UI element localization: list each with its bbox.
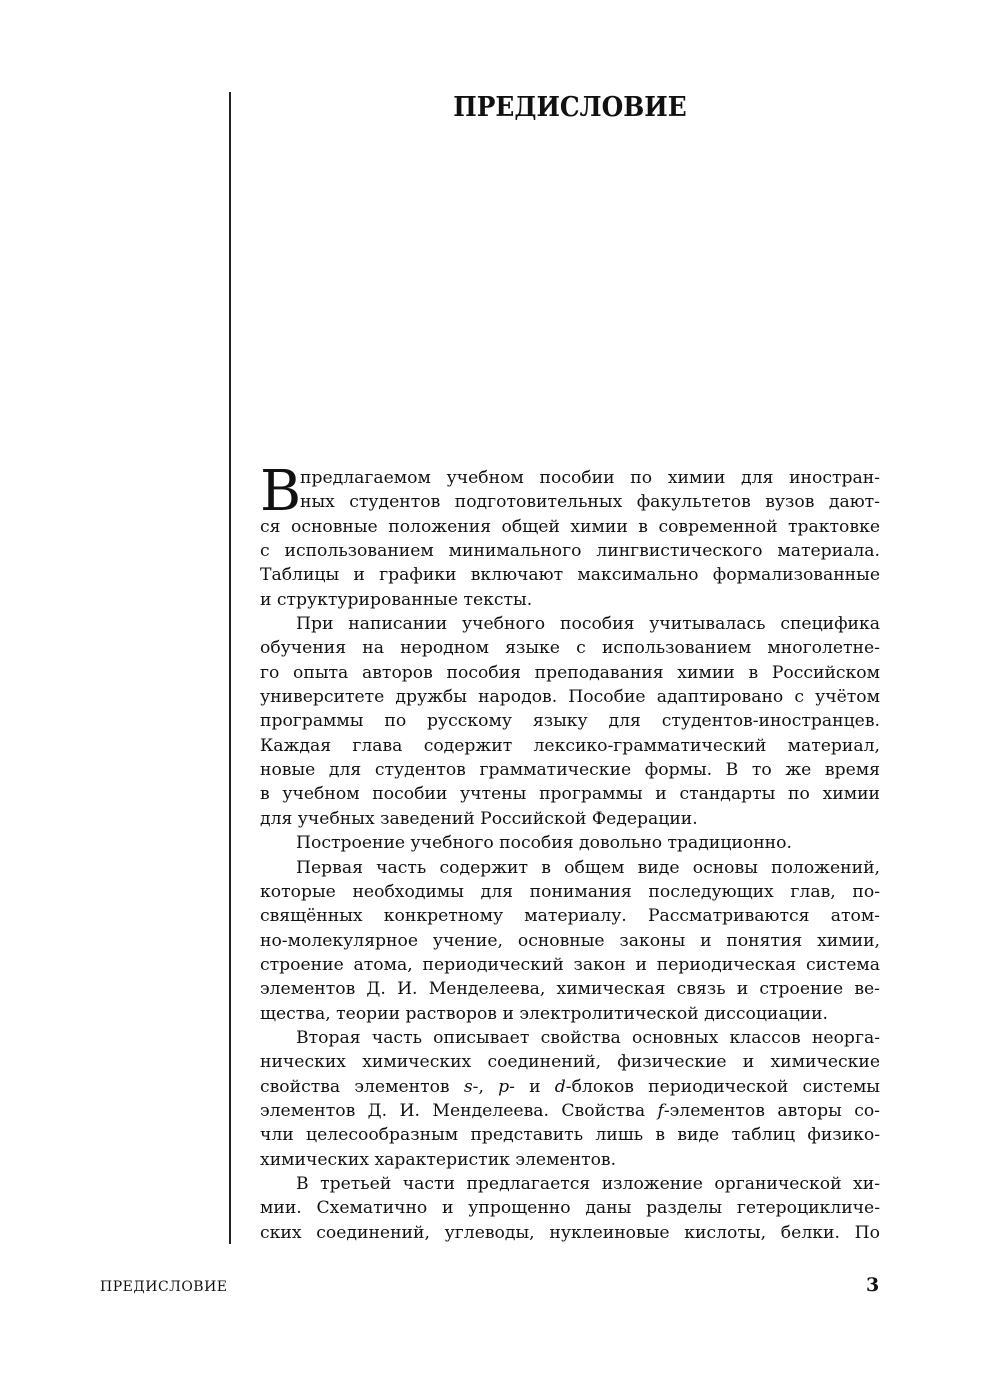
text-line: При написании учебного пособия учитывалась специфика bbox=[296, 614, 880, 635]
text-line: новые для студентов грамматические формы. В то же время bbox=[260, 760, 880, 781]
text-line: химических характеристик элементов. bbox=[260, 1149, 617, 1170]
text-line: Вторая часть описывает свойства основных классов неорга- bbox=[296, 1027, 880, 1048]
chapter-title: ПРЕДИСЛОВИЕ bbox=[453, 92, 687, 123]
text-line: элементов Д. И. Менделеева. Свойства f-элементов авторы со- bbox=[260, 1100, 880, 1121]
paragraph-5 bbox=[260, 1026, 880, 1172]
text-line: чли целесообразным представить лишь в виде таблиц физико- bbox=[260, 1125, 880, 1146]
text-line: Первая часть содержит в общем виде основы положений, bbox=[296, 857, 880, 878]
text-line: элементов Д. И. Менделеева, химическая связь и строение ве- bbox=[260, 979, 880, 1000]
running-footer: ПРЕДИСЛОВИЕ bbox=[100, 1279, 228, 1295]
paragraph-1 bbox=[260, 459, 880, 612]
page-number: 3 bbox=[866, 1274, 880, 1296]
drop-cap: В bbox=[260, 459, 302, 524]
text-line: университете дружбы народов. Пособие адаптировано с учётом bbox=[260, 687, 880, 708]
text-line: свящённых конкретному материалу. Рассматриваются атом- bbox=[260, 906, 880, 927]
paragraph-3 bbox=[260, 831, 880, 855]
text-line: ских соединений, углеводы, нуклеиновые кислоты, белки. По bbox=[260, 1222, 880, 1243]
paragraph-2 bbox=[260, 612, 880, 831]
text-line: го опыта авторов пособия преподавания химии в Российском bbox=[260, 662, 880, 683]
text-line: и структурированные тексты. bbox=[260, 589, 533, 610]
text-line: с использованием минимального лингвистического материала. bbox=[260, 541, 880, 562]
paragraph-4 bbox=[260, 856, 880, 1026]
text-line: Построение учебного пособия довольно традиционно. bbox=[296, 833, 792, 854]
text-line: в учебном пособии учтены программы и стандарты по химии bbox=[260, 784, 880, 805]
text-line: которые необходимы для понимания последующих глав, по- bbox=[260, 881, 880, 902]
text-line: свойства элементов s-, p- и d-блоков периодической системы bbox=[260, 1076, 880, 1097]
text-line: ся основные положения общей химии в современной трактовке bbox=[260, 516, 880, 537]
text-line: ных студентов подготовительных факультетов вузов дают- bbox=[300, 492, 880, 513]
text-line: предлагаемом учебном пособии по химии для иностран- bbox=[300, 468, 880, 488]
body-text bbox=[260, 459, 880, 1245]
vertical-margin-rule bbox=[229, 92, 231, 1244]
text-line: мии. Схематично и упрощенно даны разделы гетероцикличе- bbox=[260, 1198, 880, 1219]
text-line: но-молекулярное учение, основные законы и понятия химии, bbox=[260, 930, 880, 951]
text-line: обучения на неродном языке с использованием многолетне- bbox=[260, 638, 880, 659]
text-line: строение атома, периодический закон и периодическая система bbox=[260, 954, 880, 975]
paragraph-6 bbox=[260, 1172, 880, 1245]
text-line: Таблицы и графики включают максимально формализованные bbox=[260, 565, 880, 586]
text-line: нических химических соединений, физические и химические bbox=[260, 1052, 880, 1073]
text-line: для учебных заведений Российской Федерации. bbox=[260, 808, 698, 829]
text-line: программы по русскому языку для студентов-иностранцев. bbox=[260, 711, 880, 732]
text-line: Каждая глава содержит лексико-грамматический материал, bbox=[260, 735, 880, 756]
text-line: щества, теории растворов и электролитической диссоциации. bbox=[260, 1003, 829, 1024]
text-line: В третьей части предлагается изложение органической хи- bbox=[296, 1173, 880, 1194]
